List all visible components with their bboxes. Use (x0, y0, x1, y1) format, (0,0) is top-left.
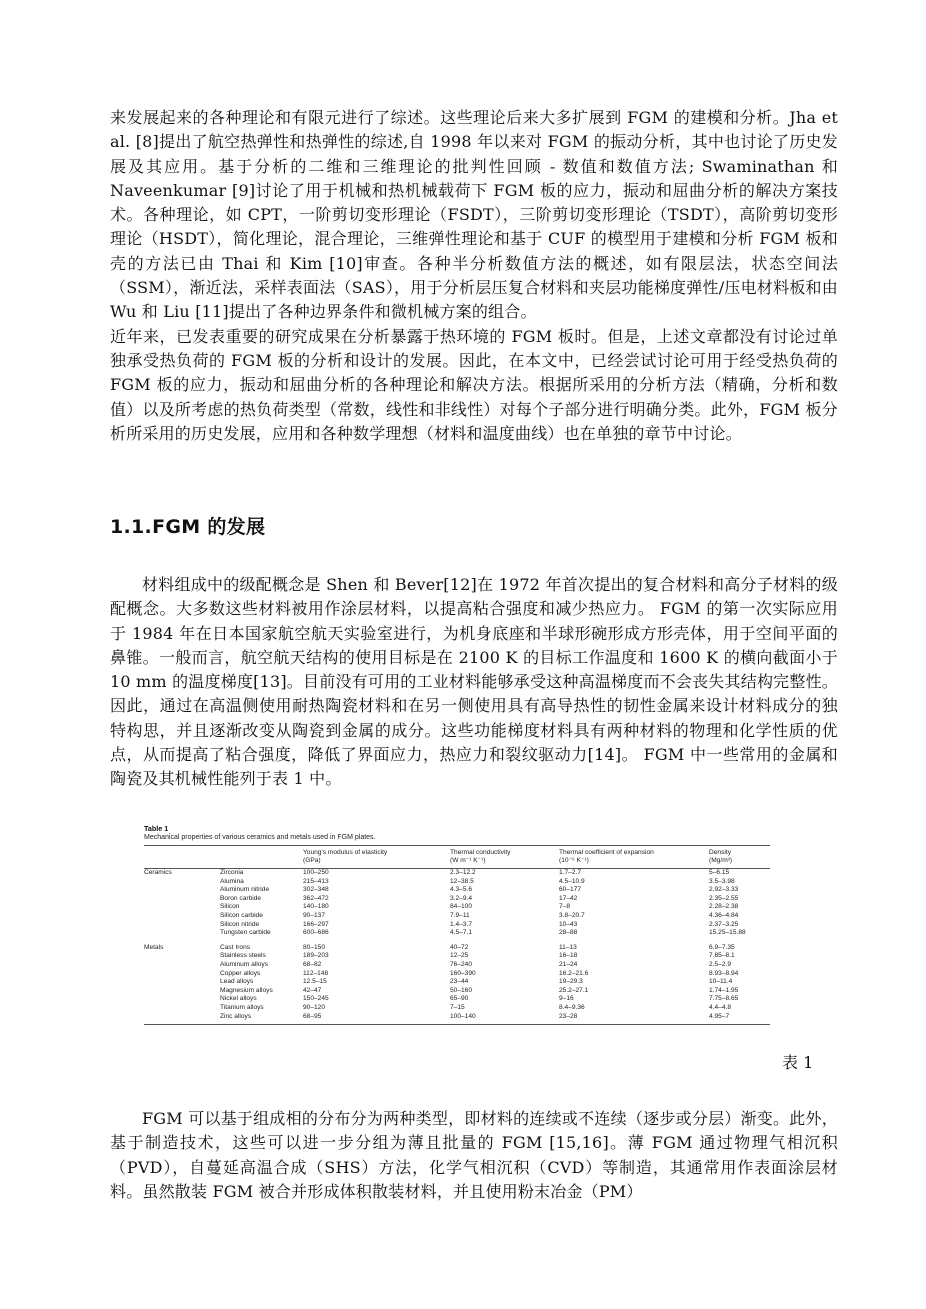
table-row (144, 869, 770, 878)
table-value-cell: 12.5–15 (303, 978, 327, 986)
table-value-cell: 4.36–4.84 (709, 911, 739, 919)
table-value-cell: 6.9–7.35 (709, 943, 735, 951)
table-row (144, 895, 770, 904)
header-density: Density (Mg/m³) (709, 849, 733, 864)
table-title: Table 1 (144, 824, 169, 833)
table-row (144, 878, 770, 887)
table-value-cell: 2.3–12.2 (450, 869, 476, 876)
table-group-label (144, 929, 220, 938)
table-value-cell: 21–24 (559, 960, 578, 968)
table-body (144, 869, 770, 1025)
table-value-cell: 100–250 (303, 869, 329, 876)
header-thermal-expansion: Thermal coefficient of expansion (10⁻⁶ K⁻¹) (559, 849, 654, 864)
table-value-cell: 8.93–8.94 (709, 969, 739, 977)
paragraph-fgm-development: 材料组成中的级配概念是 Shen 和 Bever[12]在 1972 年首次提出的复合材料和高分子材料的级配概念。大多数这些材料被用作涂层材料，以提高粘合强度和减少热应力。 FGM 的第一次实际应用于 1984 年在日本国家航空航天实验室进行，为机身底座和半球形碗形成方形壳体，用于空间平面的鼻锥。一般而言，航空航天结构的使用目标是在 2100 K 的目标工作温度和 1600 K 的横向截面小于 10 mm 的温度梯度[13]。目前没有可用的工业材料能够承受这种高温梯度而不会丧失其结构完整性。因此，通过在高温侧使用耐热陶瓷材料和在另一侧使用具有高导热性的韧性金属来设计材料成分的独特构思，并且逐渐改变从陶瓷到金属的成分。这些功能梯度材料具有两种材料的物理和化学性质的优点，从而提高了粘合强度，降低了界面应力，热应力和裂纹驱动力[14]。 FGM 中一些常用的金属和陶瓷及其机械性能列于表 1 中。 (110, 575, 838, 789)
table-value-cell: 302–348 (303, 886, 329, 894)
table-value-cell: 150–245 (303, 995, 329, 1003)
table-material-cell: Lead alloys (220, 978, 254, 986)
table-value-cell: 10–43 (559, 920, 578, 928)
table-value-cell: 166–297 (303, 920, 329, 928)
paragraph-literature-review: 来发展起来的各种理论和有限元进行了综述。这些理论后来大多扩展到 FGM 的建模和分析。Jha et al. [8]提出了航空热弹性和热弹性的综述,自 1998 年以来对 FGM 的振动分析，其中也讨论了历史发展及其应用。基于分析的二维和三维理论的批判性回顾 - 数值和数值方法; Swaminathan 和 Naveenkumar [9]讨论了用于机械和热机械载荷下 FGM 板的应力，振动和屈曲分析的解决方案技术。各种理论，如 CPT，一阶剪切变形理论（FSDT），三阶剪切变形理论（TSDT），高阶剪切变形理论（HSDT），简化理论，混合理论，三维弹性理论和基于 CUF 的模型用于建模和分析 FGM 板和壳的方法已由 Thai 和 Kim [10]审查。各种半分析数值方法的概述，如有限层法，状态空间法（SSM），渐近法，采样表面法（SAS），用于分析层压复合材料和夹层功能梯度弹性/压电材料板和由 Wu 和 Liu [11]提出了各种边界条件和微机械方案的组合。 (110, 108, 838, 322)
table-value-cell: 2.92–3.33 (709, 886, 739, 894)
table-value-cell: 2.35–2.55 (709, 894, 739, 902)
paragraph-fgm-types: FGM 可以基于组成相的分布分为两种类型，即材料的连续或不连续（逐步或分层）渐变。此外，基于制造技术，这些可以进一步分组为薄且批量的 FGM [15,16]。薄 FGM 通过物理气相沉积（PVD），自蔓延高温合成（SHS）方法，化学气相沉积（CVD）等制造，其通常用作表面涂层材料。虽然散装 FGM 被合并形成体积散装材料，并且使用粉末冶金（PM） (110, 1109, 838, 1201)
table-material-cell: Magnesium alloys (220, 986, 273, 994)
body-text-top (110, 106, 838, 446)
table-row (144, 903, 770, 912)
table-group-label (144, 1013, 220, 1025)
table-value-cell: 15.25–15.88 (709, 929, 746, 937)
table-value-cell: 4.5–10.9 (559, 877, 585, 885)
table-material-cell: Aluminum nitride (220, 886, 270, 894)
table-value-cell: 5–6.15 (709, 869, 730, 876)
table-value-cell: 16–18 (559, 952, 578, 960)
section-heading: 1.1.FGM 的发展 (110, 516, 266, 538)
table-value-cell: 84–100 (450, 903, 473, 911)
table-value-cell: 90–137 (303, 911, 326, 919)
table-row (144, 970, 770, 979)
table-value-cell: 1.4–3.7 (450, 920, 472, 928)
table-value-cell: 2.5–2.9 (709, 960, 731, 968)
table-value-cell: 8.4–9.36 (559, 1003, 585, 1011)
table-material-cell: Silicon nitride (220, 920, 260, 928)
table-group-label (144, 961, 220, 970)
table-group-label: Ceramics (144, 869, 172, 876)
table-row (144, 978, 770, 987)
table-header-row (144, 846, 770, 869)
table-value-cell: 12–25 (450, 952, 469, 960)
table-row (144, 921, 770, 930)
table-value-cell: 16.2–21.6 (559, 969, 589, 977)
table-group-label (144, 912, 220, 921)
table-value-cell: 25.2–27.1 (559, 986, 589, 994)
table-value-cell: 23–44 (450, 978, 469, 986)
table-subtitle: Mechanical properties of various ceramics and metals used in FGM plates. (144, 834, 376, 841)
table-value-cell: 215–413 (303, 877, 329, 885)
table-group-label: Metals (144, 943, 164, 951)
table-value-cell: 600–686 (303, 929, 329, 937)
table-group-label (144, 878, 220, 887)
paragraph-recent-work: 近年来，已发表重要的研究成果在分析暴露于热环境的 FGM 板时。但是，上述文章都没有讨论过单独承受热负荷的 FGM 板的分析和设计的发展。因此，在本文中，已经尝试讨论可用于经受热负荷的 FGM 板的应力，振动和屈曲分析的各种理论和解决方法。根据所采用的分析方法（精确，分析和数值）以及所考虑的热负荷类型（常数，线性和非线性）对每个子部分进行明确分类。此外，FGM 板分析所采用的历史发展，应用和各种数学理想（材料和温度曲线）也在单独的章节中讨论。 (110, 326, 838, 443)
table-value-cell: 65–90 (450, 995, 469, 1003)
table-value-cell: 7.85–8.1 (709, 952, 735, 960)
table-value-cell: 10–11.4 (709, 978, 733, 986)
table-figure (144, 824, 770, 1059)
table-value-cell: 76–240 (450, 960, 473, 968)
table-material-cell: Stainless steels (220, 952, 266, 960)
table-row (144, 938, 770, 953)
table-value-cell: 2.37–3.25 (709, 920, 739, 928)
table-row (144, 886, 770, 895)
table-value-cell: 68–95 (303, 1012, 322, 1020)
header-youngs-modulus: Young's modulus of elasticity (GPa) (303, 849, 388, 864)
table-value-cell: 189–203 (303, 952, 329, 960)
header-thermal-conductivity: Thermal conductivity (W m⁻¹ K⁻¹) (450, 849, 511, 864)
table-row (144, 1004, 770, 1013)
table-value-cell: 11–13 (559, 943, 577, 951)
table-value-cell: 68–82 (303, 960, 322, 968)
table-value-cell: 100–140 (450, 1012, 476, 1020)
table-value-cell: 12–38.5 (450, 877, 474, 885)
table-group-label (144, 978, 220, 987)
table-row (144, 961, 770, 970)
table-material-cell: Silicon (220, 903, 240, 911)
table-value-cell: 9–16 (559, 995, 574, 1003)
table-value-cell: 7–15 (450, 1003, 465, 1011)
table-group-label (144, 952, 220, 961)
table-value-cell: 23–28 (559, 1012, 578, 1020)
table-group-label (144, 987, 220, 996)
table-row (144, 912, 770, 921)
table-material-cell: Tungsten carbide (220, 929, 271, 937)
table-row (144, 929, 770, 938)
table-value-cell: 3.8–20.7 (559, 911, 585, 919)
table-value-cell: 7–8 (559, 903, 571, 911)
table-value-cell: 7.9–11 (450, 911, 470, 919)
table-value-cell: 2.28–2.38 (709, 903, 739, 911)
table-value-cell: 50–160 (450, 986, 473, 994)
table-material-cell: Zirconia (220, 869, 244, 876)
table-value-cell: 3.2–9.4 (450, 894, 472, 902)
table-value-cell: 19–29.3 (559, 978, 583, 986)
table-material-cell: Zinc alloys (220, 1012, 252, 1020)
properties-table (144, 845, 770, 1024)
table-material-cell: Titanium alloys (220, 1003, 264, 1011)
table-value-cell: 4.5–7.1 (450, 929, 472, 937)
table-value-cell: 1.74–1.95 (709, 986, 739, 994)
table-value-cell: 90–120 (303, 1003, 326, 1011)
table-value-cell: 140–180 (303, 903, 329, 911)
table-row (144, 952, 770, 961)
table-material-cell: Alumina (220, 877, 244, 885)
table-material-cell: Aluminum alloys (220, 960, 269, 968)
table-group-label (144, 886, 220, 895)
table-value-cell: 60–177 (559, 886, 582, 894)
table-group-label (144, 995, 220, 1004)
table-row (144, 995, 770, 1004)
table-value-cell: 160–390 (450, 969, 476, 977)
table-material-cell: Copper alloys (220, 969, 261, 977)
table-material-cell: Boron carbide (220, 894, 262, 902)
table-group-label (144, 921, 220, 930)
table-value-cell: 4.95–7 (709, 1012, 730, 1020)
table-label: 表 1 (782, 1053, 814, 1072)
table-row (144, 987, 770, 996)
table-value-cell: 1.7–2.7 (559, 869, 581, 876)
table-group-label (144, 1004, 220, 1013)
table-value-cell: 4.3–5.6 (450, 886, 472, 894)
table-group-label (144, 895, 220, 904)
table-value-cell: 112–148 (303, 969, 329, 977)
table-group-label (144, 970, 220, 979)
table-value-cell: 4.4–4.8 (709, 1003, 731, 1011)
table-value-cell: 362–472 (303, 894, 329, 902)
table-value-cell: 80–150 (303, 943, 326, 951)
table-value-cell: 3.5–3.98 (709, 877, 735, 885)
table-material-cell: Cast Irons (220, 943, 251, 951)
table-value-cell: 42–47 (303, 986, 322, 994)
table-value-cell: 40–72 (450, 943, 469, 951)
table-material-cell: Silicon carbide (220, 911, 263, 919)
table-value-cell: 17–42 (559, 894, 578, 902)
table-group-label (144, 903, 220, 912)
table-value-cell: 7.75–8.65 (709, 995, 739, 1003)
table-material-cell: Nickel alloys (220, 995, 257, 1003)
table-row (144, 1013, 770, 1025)
table-value-cell: 28–88 (559, 929, 578, 937)
